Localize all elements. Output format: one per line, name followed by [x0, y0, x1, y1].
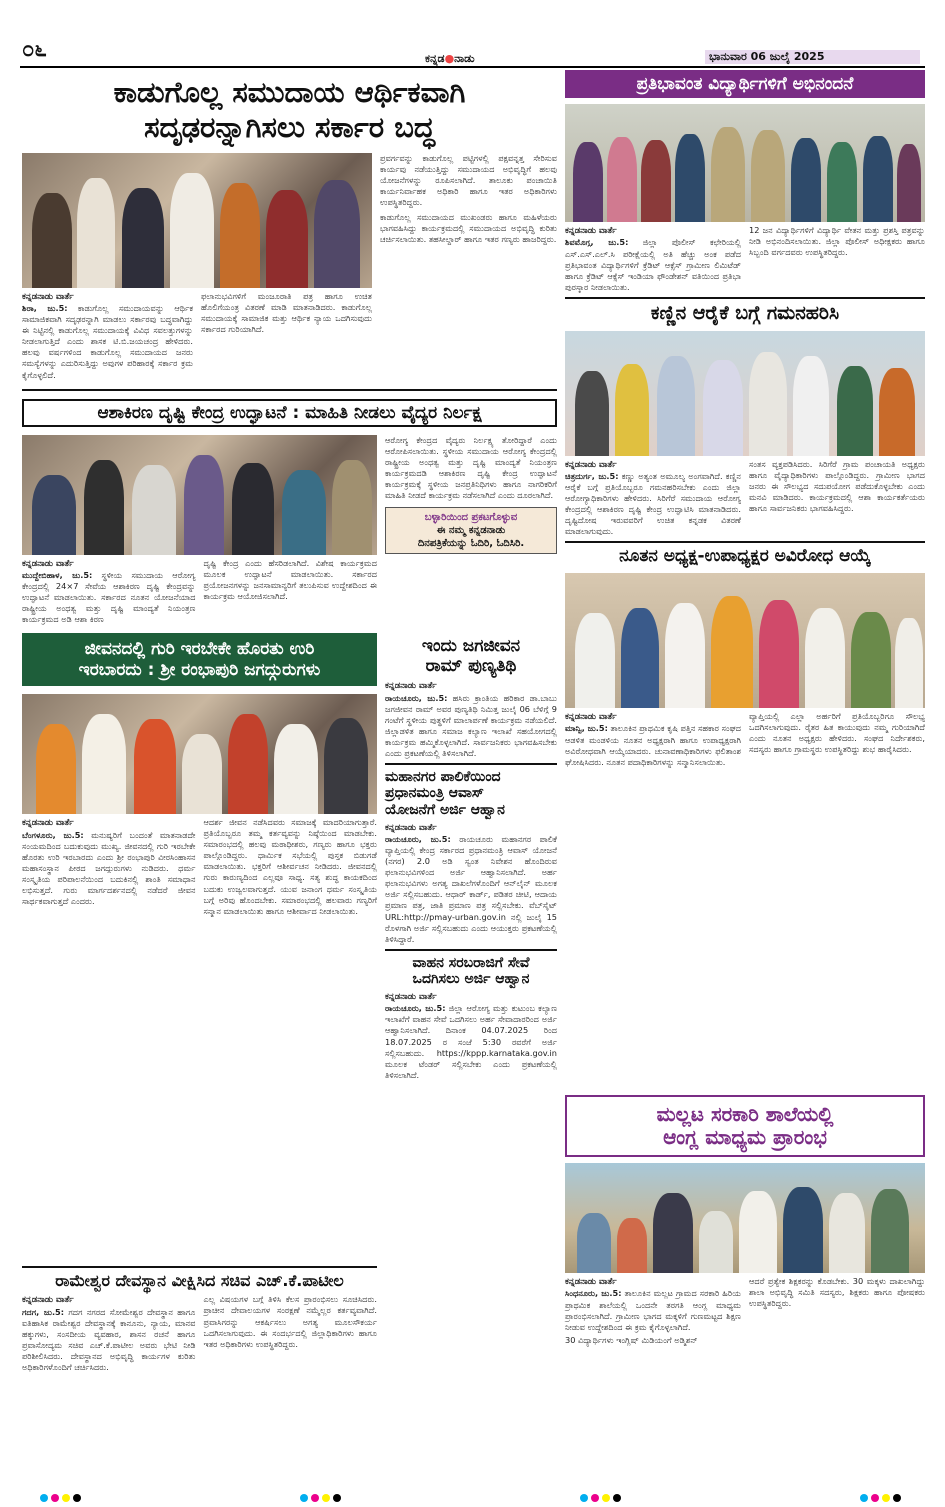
ad-line-1: ಬಳ್ಳಾರಿಯಿಂದ ಪ್ರಕಟಗೊಳ್ಳುವ [424, 511, 518, 523]
ad-line-3: ದಿನಪತ್ರಿಕೆಯನ್ನು ಓದಿರಿ, ಓದಿಸಿರಿ. [417, 537, 525, 549]
malluta-text-1: ಕನ್ನಡನಾಡು ವಾರ್ತೆ ಸಿಂಧನೂರು, ಜು.5: ತಾಲೂಕಿನ ಮಲ್ಲಟ ಗ್ರಾಮದ ಸರಕಾರಿ ಹಿರಿಯ ಪ್ರಾಥಮಿಕ ಶಾಲೆಯಲ್ಲಿ ಒಂದನೇ ತರಗತಿ ಆಂಗ್ಲ ಮಾಧ್ಯಮ ಪ್ರಾರಂಭಿಸಲಾಗಿದೆ. ಗ್ರಾಮೀಣ ಭಾಗದ ಮಕ್ಕಳಿಗೆ ಗುಣಮಟ್ಟದ ಶಿಕ್ಷಣ ನೀಡುವ ಉದ್ದೇಶದಿಂದ ಈ ಕ್ರಮ ಕೈಗೊಳ್ಳಲಾಗಿದೆ. [565, 1277, 741, 1332]
headline-rameshwara: ರಾಮೇಶ್ವರ ದೇವಸ್ಥಾನ ವೀಕ್ಷಿಸಿದ ಸಚಿವ ಎಚ್.ಕೆ.ಪಾಟೀಲ [55, 1271, 344, 1290]
rambhapuri-text-2: ಆದರ್ಶ ಜೀವನ ನಡೆಸಿದವರು ಸಮಾಜಕ್ಕೆ ಮಾದರಿಯಾಗುತ್ತಾರೆ. ಪ್ರತಿಯೊಬ್ಬರೂ ತಮ್ಮ ಕರ್ತವ್ಯವನ್ನು ನಿಷ್ಠೆಯಿಂದ ಮಾಡಬೇಕು. ಸಮಾರಂಭದಲ್ಲಿ ಹಲವು ಮಠಾಧೀಶರು, ಗಣ್ಯರು ಹಾಗೂ ಭಕ್ತರು ಪಾಲ್ಗೊಂಡಿದ್ದರು. ಧಾರ್ಮಿಕ ಸಭೆಯಲ್ಲಿ ಪುಸ್ತಕ ಬಿಡುಗಡೆ ಮಾಡಲಾಯಿತು. ಭಕ್ತರಿಗೆ ಆಶೀರ್ವಚನ ನೀಡಿದರು. ಜೀವನದಲ್ಲಿ ಗುರು ಕಾರುಣ್ಯದಿಂದ ಎಲ್ಲವೂ ಸಾಧ್ಯ. ಸತ್ಯ ಶುದ್ಧ ಕಾಯಕದಿಂದ ಬದುಕು ಉಜ್ವಲವಾಗುತ್ತದೆ. ಯುವ ಜನಾಂಗ ಧರ್ಮ ಸಂಸ್ಕೃತಿಯ ಬಗ್ಗೆ ಅರಿವು ಹೊಂದಬೇಕು. ಸಮಾರಂಭದಲ್ಲಿ ಹಲವಾರು ಗಣ್ಯರಿಗೆ ಸನ್ಮಾನ ಮಾಡಲಾಯಿತು ಹಾಗೂ ಆಶೀರ್ವಾದ ನೀಡಲಾಯಿತು. [203, 817, 378, 916]
left-column [22, 70, 557, 1373]
separator [22, 389, 557, 391]
headline-pmay-3: ಯೋಜನೆಗೆ ಅರ್ಜಿ ಆಹ್ವಾನ [385, 801, 505, 818]
headline-kadugolla-2: ಸದೃಢರನ್ನಾಗಿಸಲು ಸರ್ಕಾರ ಬದ್ಧ [144, 110, 435, 145]
issue-date: ಭಾನುವಾರ 06 ಜುಲೈ 2025 [705, 50, 920, 64]
article-vahana [385, 955, 557, 1081]
photo-asha-kirana [22, 435, 377, 555]
kannina-text-1: ಕನ್ನಡನಾಡು ವಾರ್ತೆ ಚಿತ್ರದುರ್ಗ, ಜು.5: ಕಣ್ಣು ಅತ್ಯಂತ ಅಮೂಲ್ಯ ಅಂಗವಾಗಿದೆ. ಕಣ್ಣಿನ ಆರೈಕೆ ಬಗ್ಗೆ ಪ್ರತಿಯೊಬ್ಬರೂ ಗಮನಹರಿಸಬೇಕು ಎಂದು ಜಿಲ್ಲಾ ಆರೋಗ್ಯಾಧಿಕಾರಿಗಳು ಹೇಳಿದರು. ಸಿರಿಗೆರೆ ಸಮುದಾಯ ಆರೋಗ್ಯ ಕೇಂದ್ರದಲ್ಲಿ ಆಶಾಕಿರಣ ದೃಷ್ಟಿ ಕೇಂದ್ರ ಉದ್ಘಾಟಿಸಿ ಮಾತನಾಡಿದರು. ದೃಷ್ಟಿದೋಷ ಇರುವವರಿಗೆ ಉಚಿತ ಕನ್ನಡಕ ವಿತರಣೆ ಮಾಡಲಾಗುವುದು. [565, 459, 741, 537]
masthead [425, 52, 475, 66]
malluta-text-2: ಆದರೆ ಪ್ರತ್ಯೇಕ ಶಿಕ್ಷಕರನ್ನು ಕೊಡಬೇಕು. 30 ಮಕ್ಕಳು ದಾಖಲಾಗಿದ್ದು ಶಾಲಾ ಅಭಿವೃದ್ಧಿ ಸಮಿತಿ ಸದಸ್ಯರು, ಶಿಕ್ಷಕರು ಹಾಗೂ ಪೋಷಕರು ಉಪಸ್ಥಿತರಿದ್ದರು. [749, 1276, 925, 1309]
asha-text-3: ಆರೋಗ್ಯ ಕೇಂದ್ರದ ವೈದ್ಯರು ನಿರ್ಲಕ್ಷ್ಯ ತೋರಿದ್ದಾರೆ ಎಂದು ಆರೋಪಿಸಲಾಯಿತು. ಸ್ಥಳೀಯ ಸಮುದಾಯ ಆರೋಗ್ಯ ಕೇಂದ್ರದಲ್ಲಿ ರಾಷ್ಟ್ರೀಯ ಅಂಧತ್ವ ಮತ್ತು ದೃಷ್ಟಿ ಮಾಂದ್ಯತೆ ನಿಯಂತ್ರಣ ಕಾರ್ಯಕ್ರಮದಡಿ ಆಶಾಕಿರಣ ದೃಷ್ಟಿ ಕೇಂದ್ರ ಉದ್ಘಾಟನೆ ಕಾರ್ಯಕ್ರಮಕ್ಕೆ ಸ್ಥಳೀಯ ಜನಪ್ರತಿನಿಧಿಗಳು ಹಾಗೂ ನಾಗರಿಕರಿಗೆ ಮಾಹಿತಿ ನೀಡದೆ ಕಾರ್ಯಕ್ರಮ ನಡೆಸಲಾಗಿದೆ ಎಂದು ದೂರಲಾಗಿದೆ. [385, 434, 557, 500]
asha-text-2: ದೃಷ್ಟಿ ಕೇಂದ್ರ ಎಂದು ಹೆಸರಿಡಲಾಗಿದೆ. ವಿಶೇಷ ಕಾರ್ಯಕ್ರಮದ ಮೂಲಕ ಉದ್ಘಾಟನೆ ಮಾಡಲಾಯಿತು. ಸರ್ಕಾರದ ಪ್ರಯೋಜನಗಳನ್ನು ಜನಸಾಮಾನ್ಯರಿಗೆ ತಲುಪಿಸುವ ಉದ್ದೇಶದಿಂದ ಈ ಕಾರ್ಯಕ್ರಮ ಆಯೋಜಿಸಲಾಗಿದೆ. [203, 557, 377, 601]
ad-box [385, 507, 557, 554]
jagjivan-text: ಕನ್ನಡನಾಡು ವಾರ್ತೆ ರಾಯಚೂರು, ಜು.5: ಹಸಿರು ಕ್ರಾಂತಿಯ ಹರಿಕಾರ ಡಾ.ಬಾಬು ಜಗಜೀವನ ರಾಮ್ ಅವರ ಪುಣ್ಯತಿಥಿ ನಿಮಿತ್ತ ಜುಲೈ 06 ಬೆಳಿಗ್ಗೆ 9 ಗಂಟೆಗೆ ಸ್ಥಳೀಯ ಪುತ್ಥಳಿಗೆ ಮಾಲಾರ್ಪಣೆ ಕಾರ್ಯಕ್ರಮ ನಡೆಯಲಿದೆ. ಜಿಲ್ಲಾಡಳಿತ ಹಾಗೂ ಸಮಾಜ ಕಲ್ಯಾಣ ಇಲಾಖೆ ಸಹಯೋಗದಲ್ಲಿ ಕಾರ್ಯಕ್ರಮ ಹಮ್ಮಿಕೊಳ್ಳಲಾಗಿದೆ. ಸಾರ್ವಜನಿಕರು ಭಾಗವಹಿಸಬೇಕು ಎಂದು ಪ್ರಕಟಣೆಯಲ್ಲಿ ತಿಳಿಸಲಾಗಿದೆ. [385, 681, 557, 759]
headline-pratibhavanta: ಪ್ರತಿಭಾವಂತ ವಿದ್ಯಾರ್ಥಿಗಳಿಗೆ ಅಭಿನಂದನೆ [565, 70, 925, 98]
headline-adhyaksha: ನೂತನ ಅಧ್ಯಕ್ಷ-ಉಪಾಧ್ಯಕ್ಷರ ಅವಿರೋಧ ಆಯ್ಕೆ [619, 546, 871, 567]
malluta-footnote: 30 ವಿದ್ಯಾರ್ಥಿಗಳು ಇಂಗ್ಲಿಷ್ ಮಿಡಿಯಂಗೆ ಅಡ್ಮಿಶನ್ [565, 1334, 698, 1345]
article-pmay [385, 769, 557, 944]
photo-kadugolla [22, 153, 372, 288]
adhyaksha-text-1: ಕನ್ನಡನಾಡು ವಾರ್ತೆ ಮಾನ್ವಿ, ಜು.5: ತಾಲೂಕಿನ ಪ್ರಾಥಮಿಕ ಕೃಷಿ ಪತ್ತಿನ ಸಹಕಾರ ಸಂಘದ ಆಡಳಿತ ಮಂಡಳಿಯ ನೂತನ ಅಧ್ಯಕ್ಷರಾಗಿ ಹಾಗೂ ಉಪಾಧ್ಯಕ್ಷರಾಗಿ ಅವಿರೋಧವಾಗಿ ಆಯ್ಕೆಯಾದರು. ಚುನಾವಣಾಧಿಕಾರಿಗಳು ಫಲಿತಾಂಶ ಘೋಷಿಸಿದರು. ನೂತನ ಪದಾಧಿಕಾರಿಗಳನ್ನು ಸನ್ಮಾನಿಸಲಾಯಿತು. [565, 712, 742, 767]
asha-text-1: ಕನ್ನಡನಾಡು ವಾರ್ತೆ ಮುದ್ದೇಬಿಹಾಳ, ಜು.5: ಸ್ಥಳೀಯ ಸಮುದಾಯ ಆರೋಗ್ಯ ಕೇಂದ್ರದಲ್ಲಿ 24×7 ಸೇವೆಯ ಆಶಾಕಿರಣ ದೃಷ್ಟಿ ಕೇಂದ್ರವನ್ನು ಉದ್ಘಾಟನೆ ಮಾಡಲಾಯಿತು. ಸರ್ಕಾರದ ನೂತನ ಯೋಜನೆಯಾದ ರಾಷ್ಟ್ರೀಯ ಅಂಧತ್ವ ಮತ್ತು ದೃಷ್ಟಿ ಮಾಂದ್ಯತೆ ನಿಯಂತ್ರಣ ಕಾರ್ಯಕ್ರಮದ ಅಡಿ ಆಶಾ ಕಿರಣ [22, 558, 196, 625]
article-jagjivan [385, 637, 557, 759]
vahana-text: ಕನ್ನಡನಾಡು ವಾರ್ತೆ ರಾಯಚೂರು, ಜು.5: ಜಿಲ್ಲಾ ಆರೋಗ್ಯ ಮತ್ತು ಕುಟುಂಬ ಕಲ್ಯಾಣ ಇಲಾಖೆಗೆ ವಾಹನ ಸೇವೆ ಒದಗಿಸಲು ಅರ್ಹ ಸೇವಾದಾರರಿಂದ ಅರ್ಜಿ ಆಹ್ವಾನಿಸಲಾಗಿದೆ. ದಿನಾಂಕ 04.07.2025 ರಿಂದ 18.07.2025 ರ ಸಂಜೆ 5:30 ರವರೆಗೆ ಅರ್ಜಿ ಸಲ್ಲಿಸಬಹುದು. https://kppp.karnataka.gov.in ಮೂಲಕ ಟೆಂಡರ್ ಸಲ್ಲಿಸಬೇಕು ಎಂದು ಪ್ರಕಟಣೆಯಲ್ಲಿ ತಿಳಿಸಲಾಗಿದೆ. [385, 991, 557, 1080]
separator [565, 297, 925, 299]
registration-dots-left [40, 1494, 81, 1502]
article-kadugolla [22, 76, 557, 381]
headline-jagjivan-1: ಇಂದು ಜಗಜೀವನ [421, 636, 521, 657]
article-kannina [565, 303, 925, 538]
registration-marks [0, 1490, 945, 1507]
registration-dots-mid-left [300, 1494, 341, 1502]
kadugolla-text-1: ಕನ್ನಡನಾಡು ವಾರ್ತೆ ಶಿರಾ, ಜು.5: ಕಾಡುಗೊಲ್ಲ ಸಮುದಾಯವನ್ನು ಆರ್ಥಿಕ ಸಾಮಾಜಿಕವಾಗಿ ಸದೃಢರನ್ನಾಗಿ ಮಾಡಲು ಸರ್ಕಾರವು ಬದ್ಧವಾಗಿದ್ದು ಈ ನಿಟ್ಟಿನಲ್ಲಿ ಕಾಡುಗೊಲ್ಲ ಸಮುದಾಯಕ್ಕೆ ವಿವಿಧ ಸವಲತ್ತುಗಳನ್ನು ನೀಡಲಾಗುತ್ತಿದೆ ಎಂದು ಶಾಸಕ ಟಿ.ಬಿ.ಜಯಚಂದ್ರ ಹೇಳಿದರು. ಹಲವು ವರ್ಷಗಳಿಂದ ಕಾಡುಗೊಲ್ಲ ಸಮುದಾಯದ ಜನರು ಸಮಸ್ಯೆಗಳನ್ನು ಎದುರಿಸುತ್ತಿದ್ದು ಅವುಗಳ ಪರಿಹಾರಕ್ಕೆ ಸರ್ಕಾರ ಕ್ರಮ ಕೈಗೊಳ್ಳಲಿದೆ. [22, 291, 194, 380]
pmay-text: ಕನ್ನಡನಾಡು ವಾರ್ತೆ ರಾಯಚೂರು, ಜು.5: ರಾಯಚೂರು ಮಹಾನಗರ ಪಾಲಿಕೆ ವ್ಯಾಪ್ತಿಯಲ್ಲಿ ಕೇಂದ್ರ ಸರ್ಕಾರದ ಪ್ರಧಾನಮಂತ್ರಿ ಆವಾಸ್ ಯೋಜನೆ (ನಗರ) 2.0 ಅಡಿ ಸ್ವಂತ ನಿವೇಶನ ಹೊಂದಿರುವ ಫಲಾನುಭವಿಗಳಿಂದ ಅರ್ಜಿ ಆಹ್ವಾನಿಸಲಾಗಿದೆ. ಅರ್ಹ ಫಲಾನುಭವಿಗಳು ಅಗತ್ಯ ದಾಖಲೆಗಳೊಂದಿಗೆ ಆನ್‌ಲೈನ್ ಮೂಲಕ ಅರ್ಜಿ ಸಲ್ಲಿಸಬಹುದು. ಆಧಾರ್ ಕಾರ್ಡ್, ಪಡಿತರ ಚೀಟಿ, ಆದಾಯ ಪ್ರಮಾಣ ಪತ್ರ, ಜಾತಿ ಪ್ರಮಾಣ ಪತ್ರ ಸಲ್ಲಿಸಬೇಕು. ವೆಬ್‌ಸೈಟ್ URL:http://pmay-urban.gov.in ನಲ್ಲಿ ಜುಲೈ 15 ರೊಳಗಾಗಿ ಅರ್ಜಿ ಸಲ್ಲಿಸಬಹುದು ಎಂದು ಆಯುಕ್ತರು ಪ್ರಕಟಣೆಯಲ್ಲಿ ತಿಳಿಸಿದ್ದಾರೆ. [385, 822, 557, 944]
headline-vahana-2: ಒದಗಿಸಲು ಅರ್ಜಿ ಆಹ್ವಾನ [412, 970, 530, 987]
registration-dots-right [860, 1494, 901, 1502]
rambhapuri-text-1: ಕನ್ನಡನಾಡು ವಾರ್ತೆ ಬೆಂಗಳೂರು, ಜು.5: ಮನುಷ್ಯರಿಗೆ ಬಂದಂತೆ ಮಾತನಾಡದೇ ಸಂಯಮದಿಂದ ಬದುಕುವುದು ಮುಖ್ಯ. ಜೀವನದಲ್ಲಿ ಗುರಿ ಇರಬೇಕೇ ಹೊರತು ಉರಿ ಇರಬಾರದು ಎಂದು ಶ್ರೀ ರಂಭಾಪುರಿ ವೀರಸಿಂಹಾಸನ ಮಹಾಸಂಸ್ಥಾನ ಪೀಠದ ಜಗದ್ಗುರುಗಳು ನುಡಿದರು. ಧರ್ಮ ಸಂಸ್ಕೃತಿಯ ಪರಿಪಾಲನೆಯಿಂದ ಬದುಕಿನಲ್ಲಿ ಶಾಂತಿ ಸಮಾಧಾನ ಲಭಿಸುತ್ತದೆ. ಗುರು ಮಾರ್ಗದರ್ಶನದಲ್ಲಿ ನಡೆದರೆ ಜೀವನ ಸಾರ್ಥಕವಾಗುತ್ತದೆ ಎಂದರು. [22, 818, 196, 906]
headline-jagjivan-2: ರಾಮ್ ಪುಣ್ಯತಿಥಿ [425, 655, 517, 676]
headline-malluta: ಮಲ್ಲಟ ಸರಕಾರಿ ಶಾಲೆಯಲ್ಲಿ ಆಂಗ್ಲ ಮಾಧ್ಯಮ ಪ್ರಾರಂಭ [565, 1095, 925, 1157]
separator [22, 1266, 377, 1268]
headline-kadugolla-1: ಕಾಡುಗೊಲ್ಲ ಸಮುದಾಯ ಆರ್ಥಿಕವಾಗಿ [113, 75, 466, 109]
page-number: ೦೬ [22, 36, 47, 62]
right-column [565, 70, 925, 1345]
article-rambhapuri [22, 633, 377, 1080]
adhyaksha-text-2: ವ್ಯಾಪ್ತಿಯಲ್ಲಿ ಎಲ್ಲಾ ಅರ್ಹರಿಗೆ ಪ್ರತಿಯೊಬ್ಬರಿಗೂ ಸೌಲಭ್ಯ ಒದಗಿಸಲಾಗುವುದು. ರೈತರ ಹಿತ ಕಾಯುವುದು ನಮ್ಮ ಗುರಿಯಾಗಿದೆ ಎಂದು ನೂತನ ಅಧ್ಯಕ್ಷರು ಹೇಳಿದರು. ಸಂಘದ ನಿರ್ದೇಶಕರು, ಸದಸ್ಯರು ಹಾಗೂ ಗ್ರಾಮಸ್ಥರು ಉಪಸ್ಥಿತರಿದ್ದು ಶುಭ ಹಾರೈಸಿದರು. [749, 711, 925, 755]
photo-rambhapuri [22, 694, 377, 814]
registration-dots-mid-right [580, 1494, 621, 1502]
masthead-part-a: ಕನ್ನಡ [425, 52, 445, 65]
headline-asha-kirana: ಆಶಾಕಿರಣ ದೃಷ್ಟಿ ಕೇಂದ್ರ ಉದ್ಘಾಟನೆ : ಮಾಹಿತಿ ನೀಡಲು ವೈದ್ಯರ ನಿರ್ಲಕ್ಷ [22, 399, 557, 427]
headline-kannina: ಕಣ್ಣಿನ ಆರೈಕೆ ಬಗ್ಗೆ ಗಮನಹರಿಸಿ [650, 301, 840, 324]
headline-pmay-2: ಪ್ರಧಾನಮಂತ್ರಿ ಆವಾಸ್ [385, 785, 484, 802]
photo-pratibhavanta [565, 104, 925, 222]
separator [385, 949, 557, 951]
header-rule [20, 66, 925, 68]
separator [565, 541, 925, 543]
kadugolla-text-4: ಕಾಡುಗೊಲ್ಲ ಸಮುದಾಯದ ಮುಖಂಡರು ಹಾಗೂ ಮಹಿಳೆಯರು ಭಾಗವಹಿಸಿದ್ದು ಕಾರ್ಯಕ್ರಮದಲ್ಲಿ ಸಮುದಾಯದ ಅಭಿವೃದ್ಧಿ ಕುರಿತು ಚರ್ಚಿಸಲಾಯಿತು. ತಹಸೀಲ್ದಾರ್ ಹಾಗೂ ಇತರ ಗಣ್ಯರು ಹಾಜರಿದ್ದರು. [380, 212, 557, 245]
rameshwara-text-2: ಎಲ್ಲ ವಿಷಯಗಳ ಬಗ್ಗೆ ತಿಳಿಸಿ ಕೆಲಸ ಪ್ರಾರಂಭಿಸಲು ಸೂಚಿಸಿದರು. ಪ್ರಾಚೀನ ದೇವಾಲಯಗಳ ಸಂರಕ್ಷಣೆ ನಮ್ಮೆಲ್ಲರ ಕರ್ತವ್ಯವಾಗಿದೆ. ಪ್ರವಾಸಿಗರನ್ನು ಆಕರ್ಷಿಸಲು ಅಗತ್ಯ ಮೂಲಸೌಕರ್ಯ ಒದಗಿಸಲಾಗುವುದು. ಈ ಸಂದರ್ಭದಲ್ಲಿ ಜಿಲ್ಲಾಧಿಕಾರಿಗಳು ಹಾಗೂ ಇತರ ಅಧಿಕಾರಿಗಳು ಉಪಸ್ಥಿತರಿದ್ದರು. [203, 1294, 377, 1349]
separator [385, 763, 557, 765]
page-header [0, 0, 945, 65]
rameshwara-text-1: ಕನ್ನಡನಾಡು ವಾರ್ತೆ ಗದಗ, ಜು.5: ಗದಗ ನಗರದ ಸೋಮೇಶ್ವರ ದೇವಸ್ಥಾನ ಹಾಗೂ ಐತಿಹಾಸಿಕ ರಾಮೇಶ್ವರ ದೇವಸ್ಥಾನಕ್ಕೆ ಕಾನೂನು, ನ್ಯಾಯ, ಮಾನವ ಹಕ್ಕುಗಳು, ಸಂಸದೀಯ ವ್ಯವಹಾರ, ಶಾಸನ ರಚನೆ ಹಾಗೂ ಪ್ರವಾಸೋದ್ಯಮ ಸಚಿವ ಎಚ್.ಕೆ.ಪಾಟೀಲ ಅವರು ಭೇಟಿ ನೀಡಿ ಪರಿಶೀಲಿಸಿದರು. ದೇವಸ್ಥಾನದ ಅಭಿವೃದ್ಧಿ ಕಾರ್ಯಗಳ ಕುರಿತು ಅಧಿಕಾರಿಗಳೊಂದಿಗೆ ಚರ್ಚಿಸಿದರು. [22, 1295, 196, 1373]
article-malluta [565, 1095, 925, 1346]
headline-pmay-1: ಮಹಾನಗರ ಪಾಲಿಕೆಯಿಂದ [385, 769, 501, 786]
article-asha-kirana [22, 399, 557, 626]
article-adhyaksha [565, 547, 925, 767]
ad-line-2: ಈ ನಮ್ಮ ಕನ್ನಡನಾಡು [436, 524, 506, 536]
article-pratibhavanta [565, 70, 925, 293]
kadugolla-text-2: ಫಲಾನುಭವಿಗಳಿಗೆ ಮಂಜೂರಾತಿ ಪತ್ರ ಹಾಗೂ ಉಚಿತ ಹೊಲಿಗೆಯಂತ್ರ ವಿತರಣೆ ಮಾಡಿ ಮಾತನಾಡಿದರು. ಕಾಡುಗೊಲ್ಲ ಸಮುದಾಯಕ್ಕೆ ಸಾಮಾಜಿಕ ಮತ್ತು ಆರ್ಥಿಕ ನ್ಯಾಯ ಒದಗಿಸುವುದು ಸರ್ಕಾರದ ಗುರಿಯಾಗಿದೆ. [201, 290, 372, 334]
headline-rambhapuri: ಜೀವನದಲ್ಲಿ ಗುರಿ ಇರಬೇಕೇ ಹೊರತು ಉರಿ ಇರಬಾರದು : ಶ್ರೀ ರಂಭಾಪುರಿ ಜಗದ್ಗುರುಗಳು [22, 633, 377, 686]
pratibhavanta-text-1: ಕನ್ನಡನಾಡು ವಾರ್ತೆ ಶಿವಮೊಗ್ಗ, ಜು.5: ಜಿಲ್ಲಾ ಪೊಲೀಸ್ ಕಛೇರಿಯಲ್ಲಿ ಎಸ್.ಎಸ್.ಎಲ್.ಸಿ ಪರೀಕ್ಷೆಯಲ್ಲಿ ಅತಿ ಹೆಚ್ಚು ಅಂಕ ಪಡೆದ ಪ್ರತಿಭಾವಂತ ವಿದ್ಯಾರ್ಥಿಗಳಿಗೆ ಕ್ರೆಡಿಟ್ ಆಕ್ಸೆಸ್ ಗ್ರಾಮೀಣ ಲಿಮಿಟೆಡ್ ಹಾಗೂ ಕ್ರೆಡಿಟ್ ಆಕ್ಸೆಸ್ ಇಂಡಿಯಾ ಫೌಂಡೇಶನ್ ವತಿಯಿಂದ ಪ್ರತಿಭಾ ಪುರಸ್ಕಾರ ನೀಡಲಾಯಿತು. [565, 226, 741, 292]
masthead-part-b: ನಾಡು [454, 52, 475, 65]
pratibhavanta-text-2: 12 ಜನ ವಿದ್ಯಾರ್ಥಿಗಳಿಗೆ ವಿದ್ಯಾರ್ಥಿ ವೇತನ ಮತ್ತು ಪ್ರಶಸ್ತಿ ಪತ್ರವನ್ನು ನೀಡಿ ಅಭಿನಂದಿಸಲಾಯಿತು. ಜಿಲ್ಲಾ ಪೊಲೀಸ್ ಅಧೀಕ್ಷಕರು ಹಾಗೂ ಸಿಬ್ಬಂದಿ ವರ್ಗದವರು ಉಪಸ್ಥಿತರಿದ್ದರು. [749, 225, 925, 258]
kadugolla-text-3: ಪ್ರವರ್ಗವನ್ನು ಕಾಡುಗೊಲ್ಲ ಪಟ್ಟಿಗಳಲ್ಲಿ ಪಕ್ಷವನ್ನತ್ತ ಸೇರಿಸುವ ಕಾರ್ಯವು ನಡೆಯುತ್ತಿದ್ದು ಸಮುದಾಯದ ಅಭಿವೃದ್ಧಿಗೆ ಹಲವು ಯೋಜನೆಗಳನ್ನು ರೂಪಿಸಲಾಗಿದೆ. ತಾಲೂಕು ಪಂಚಾಯಿತಿ ಕಾರ್ಯನಿರ್ವಾಹಕ ಅಧಿಕಾರಿ ಹಾಗೂ ಇತರ ಅಧಿಕಾರಿಗಳು ಉಪಸ್ಥಿತರಿದ್ದರು. [380, 152, 557, 207]
masthead-dot-icon: ● [444, 52, 455, 65]
article-rameshwara [22, 1262, 377, 1373]
photo-kannina [565, 331, 925, 456]
photo-adhyaksha [565, 573, 925, 708]
photo-malluta [565, 1163, 925, 1273]
kannina-text-2: ಸಂತಸ ವ್ಯಕ್ತಪಡಿಸಿದರು. ಸಿರಿಗೆರೆ ಗ್ರಾಮ ಪಂಚಾಯತಿ ಅಧ್ಯಕ್ಷರು ಹಾಗೂ ವೈದ್ಯಾಧಿಕಾರಿಗಳು ಪಾಲ್ಗೊಂಡಿದ್ದರು. ಗ್ರಾಮೀಣ ಭಾಗದ ಜನರು ಈ ಸೌಲಭ್ಯದ ಸದುಪಯೋಗ ಪಡೆದುಕೊಳ್ಳಬೇಕು ಎಂದು ಮನವಿ ಮಾಡಿದರು. ಕಾರ್ಯಕ್ರಮದಲ್ಲಿ ಆಶಾ ಕಾರ್ಯಕರ್ತೆಯರು ಹಾಗೂ ಸಾರ್ವಜನಿಕರು ಭಾಗವಹಿಸಿದ್ದರು. [749, 458, 925, 513]
headline-vahana-1: ವಾಹನ ಸರಬರಾಜಿಗೆ ಸೇವೆ [412, 954, 530, 971]
